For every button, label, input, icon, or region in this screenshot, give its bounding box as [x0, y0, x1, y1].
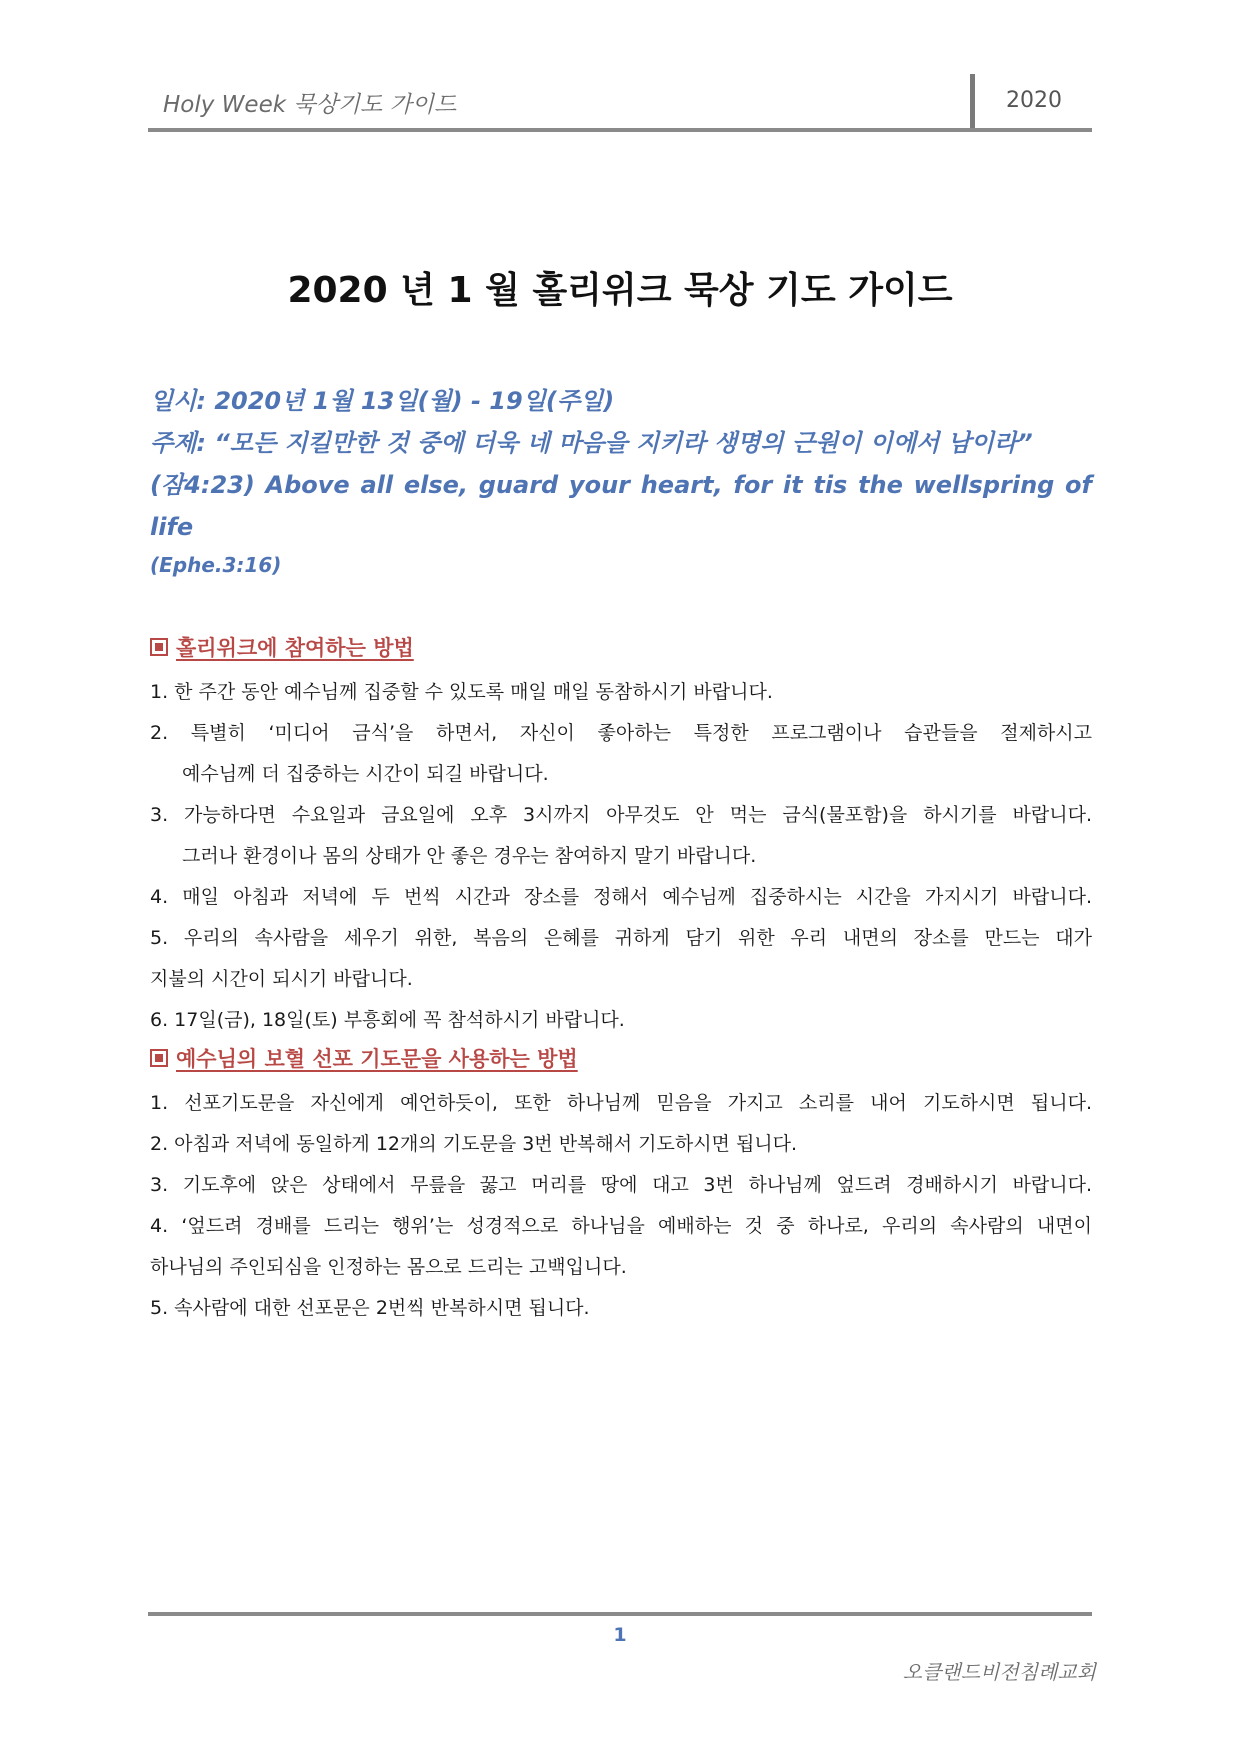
header-divider [970, 74, 975, 132]
list-item-text: 2. 아침과 저녁에 동일하게 12개의 기도문을 3번 반복해서 기도하시면 됩니다. [150, 1133, 798, 1155]
list-item-text: 3. 가능하다면 수요일과 금요일에 오후 3시까지 아무것도 안 먹는 금식(물포함)을 하시기를 바랍니다. [150, 804, 1092, 826]
square-bullet-icon [150, 1049, 168, 1067]
date-line: 일시: 2020년 1월 13일(월) - 19일(주일) [150, 387, 615, 415]
list-item-text: 예수님께 더 집중하는 시간이 되길 바랍니다. [182, 763, 549, 785]
section-participation [150, 632, 1092, 1041]
intro-block [150, 380, 1092, 582]
list-item-text: 3. 기도후에 앉은 상태에서 무릎을 꿇고 머리를 땅에 대고 3번 하나님께 엎드려 경배하시기 바랍니다. [150, 1174, 1092, 1196]
theme-line: 주제: “모든 지킬만한 것 중에 더욱 네 마음을 지키라 생명의 근원이 이에서 남이라” [150, 429, 1033, 457]
list-item [150, 1165, 1092, 1206]
header-title: Holy Week 묵상기도 가이드 [163, 92, 457, 118]
list-item-text: 4. 매일 아침과 저녁에 두 번씩 시간과 장소를 정해서 예수님께 집중하시는 시간을 가지시기 바랍니다. [150, 886, 1092, 908]
list-item-text: 1. 한 주간 동안 예수님께 집중할 수 있도록 매일 매일 동참하시기 바랍니다. [150, 681, 773, 703]
section-heading-text: 예수님의 보혈 선포 기도문을 사용하는 방법 [176, 1047, 578, 1071]
list-item [150, 877, 1092, 918]
list-item-text: 4. ‘엎드려 경배를 드리는 행위’는 성경적으로 하나님을 예배하는 것 중 하나로, 우리의 속사람의 내면이 [150, 1215, 1092, 1237]
list-item [150, 1124, 1092, 1165]
list-item [150, 713, 1092, 795]
list-item-text: 그러나 환경이나 몸의 상태가 안 좋은 경우는 참여하지 말기 바랍니다. [182, 845, 757, 867]
header-rule [148, 128, 1092, 132]
list-item-text: 1. 선포기도문을 자신에게 예언하듯이, 또한 하나님께 믿음을 가지고 소리를 내어 기도하시면 됩니다. [150, 1092, 1092, 1114]
list-item [150, 795, 1092, 877]
square-bullet-icon [150, 638, 168, 656]
verse-line: (잠4:23) Above all else, guard your heart, for it tis the wellspring of life [150, 471, 1092, 541]
page-number: 1 [613, 1624, 627, 1646]
section-heading-text: 홀리위크에 참여하는 방법 [176, 636, 414, 660]
page-title: 2020 년 1 월 홀리위크 묵상 기도 가이드 [287, 270, 953, 311]
section-prayer-usage [150, 1043, 1092, 1329]
verse-reference: (Ephe.3:16) [150, 553, 282, 577]
list-item [150, 1288, 1092, 1329]
footer-rule [148, 1612, 1092, 1616]
list-item [150, 1206, 1092, 1288]
list-item-text: 5. 우리의 속사람을 세우기 위한, 복음의 은혜를 귀하게 담기 위한 우리 내면의 장소를 만드는 대가 [150, 927, 1092, 949]
section-heading [150, 1043, 1092, 1073]
list-item [150, 918, 1092, 1000]
section-heading [150, 632, 1092, 662]
list-item [150, 672, 1092, 713]
list-item [150, 1000, 1092, 1041]
header-year: 2020 [1006, 88, 1062, 113]
list-item-text: 5. 속사람에 대한 선포문은 2번씩 반복하시면 됩니다. [150, 1297, 590, 1319]
list-item-text: 6. 17일(금), 18일(토) 부흥회에 꼭 참석하시기 바랍니다. [150, 1009, 625, 1031]
list-item [150, 1083, 1092, 1124]
list-item-text: 2. 특별히 ‘미디어 금식’을 하면서, 자신이 좋아하는 특정한 프로그램이나 습관들을 절제하시고 [150, 722, 1092, 744]
list-item-text: 하나님의 주인되심을 인정하는 몸으로 드리는 고백입니다. [150, 1256, 627, 1278]
list-item-text: 지불의 시간이 되시기 바랍니다. [150, 968, 413, 990]
church-name: 오클랜드비전침례교회 [902, 1660, 1096, 1684]
